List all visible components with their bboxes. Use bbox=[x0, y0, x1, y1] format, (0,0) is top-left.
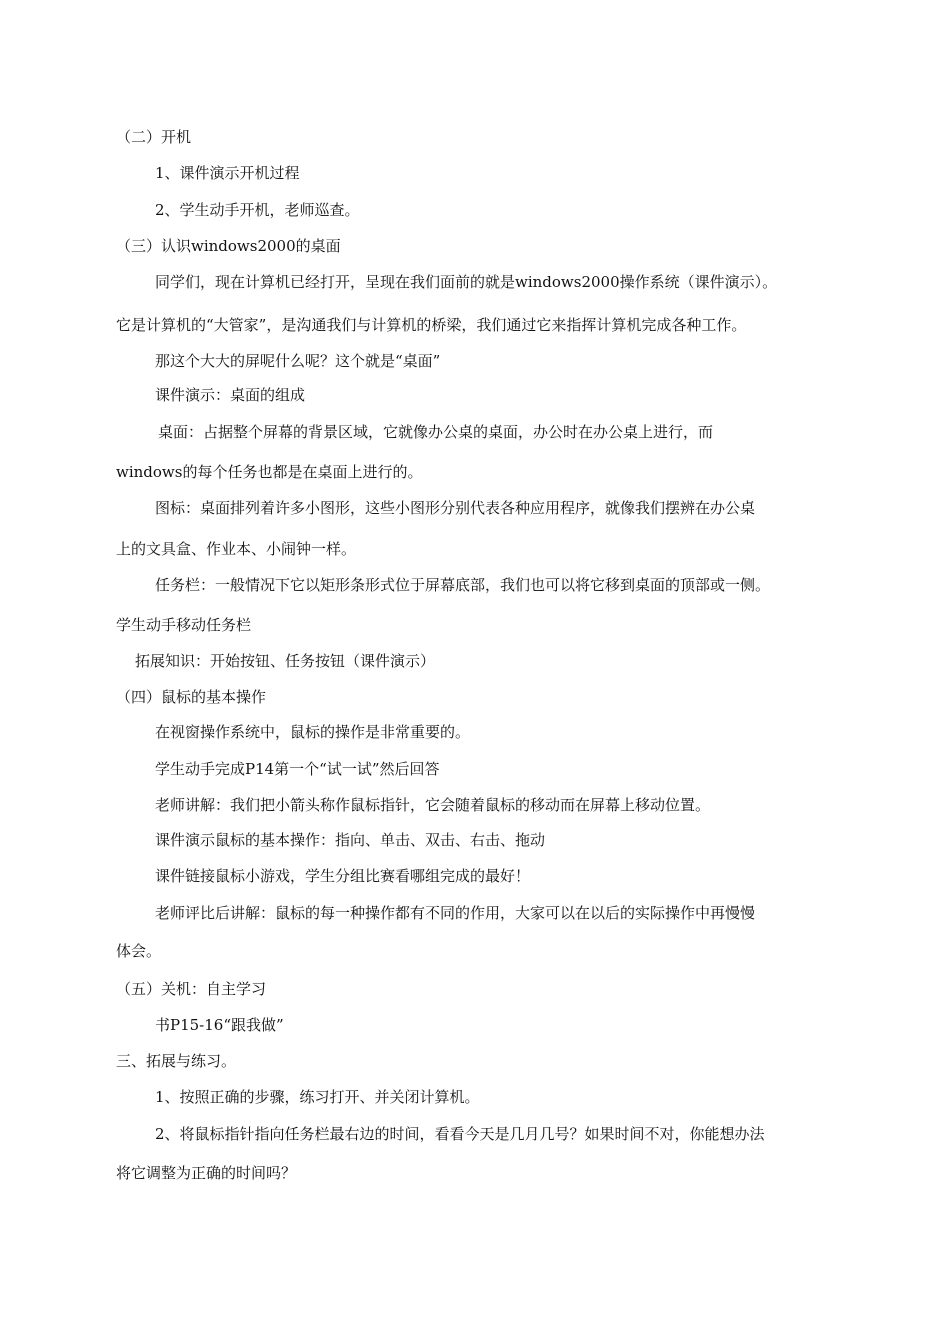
text-line: 书P15-16“跟我做” bbox=[155, 1016, 284, 1034]
text-line: 体会。 bbox=[116, 942, 162, 960]
text-line: 图标：桌面排列着许多小图形，这些小图形分别代表各种应用程序，就像我们摆辨在办公桌 bbox=[155, 499, 756, 517]
heading-mouse: （四）鼠标的基本操作 bbox=[116, 688, 267, 706]
text-line: 上的文具盒、作业本、小闹钟一样。 bbox=[116, 540, 357, 558]
text-line: 它是计算机的“大管家”，是沟通我们与计算机的桥梁，我们通过它来指挥计算机完成各种工作。 bbox=[116, 316, 747, 334]
text-line: 同学们，现在计算机已经打开，呈现在我们面前的就是windows2000操作系统（课件演示）。 bbox=[155, 273, 778, 291]
text-line: 将它调整为正确的时间吗？ bbox=[116, 1164, 297, 1182]
text-line: 2、学生动手开机，老师巡查。 bbox=[155, 201, 360, 219]
text-line: 老师评比后讲解：鼠标的每一种操作都有不同的作用，大家可以在以后的实际操作中再慢慢 bbox=[155, 904, 756, 922]
text-line: 课件演示：桌面的组成 bbox=[155, 386, 306, 404]
heading-power-on: （二）开机 bbox=[116, 128, 192, 146]
text-line: 任务栏：一般情况下它以矩形条形式位于屏幕底部，我们也可以将它移到桌面的顶部或一侧。 bbox=[155, 576, 771, 594]
heading-desktop: （三）认识windows2000的桌面 bbox=[116, 237, 341, 255]
text-line: 1、按照正确的步骤，练习打开、并关闭计算机。 bbox=[155, 1088, 480, 1106]
text-line: 拓展知识：开始按钮、任务按钮（课件演示） bbox=[135, 652, 436, 670]
text-line: 2、将鼠标指针指向任务栏最右边的时间，看看今天是几月几号？如果时间不对，你能想办法 bbox=[155, 1125, 765, 1143]
text-line: 课件链接鼠标小游戏，学生分组比赛看哪组完成的最好！ bbox=[155, 867, 531, 885]
text-line: 学生动手移动任务栏 bbox=[116, 616, 252, 634]
heading-shutdown: （五）关机：自主学习 bbox=[116, 980, 267, 998]
text-line: 1、课件演示开机过程 bbox=[155, 164, 300, 182]
text-line: 在视窗操作系统中，鼠标的操作是非常重要的。 bbox=[155, 723, 471, 741]
text-line: 课件演示鼠标的基本操作：指向、单击、双击、右击、拖动 bbox=[155, 831, 546, 849]
text-line: 桌面：占据整个屏幕的背景区域，它就像办公桌的桌面，办公时在办公桌上进行，而 bbox=[158, 423, 714, 441]
text-line: windows的每个任务也都是在桌面上进行的。 bbox=[116, 463, 423, 481]
text-line: 学生动手完成P14第一个“试一试”然后回答 bbox=[155, 760, 440, 778]
heading-extension: 三、拓展与练习。 bbox=[116, 1052, 237, 1070]
text-line: 那这个大大的屏呢什么呢？这个就是“桌面” bbox=[155, 352, 441, 370]
text-line: 老师讲解：我们把小箭头称作鼠标指针，它会随着鼠标的移动而在屏幕上移动位置。 bbox=[155, 796, 711, 814]
